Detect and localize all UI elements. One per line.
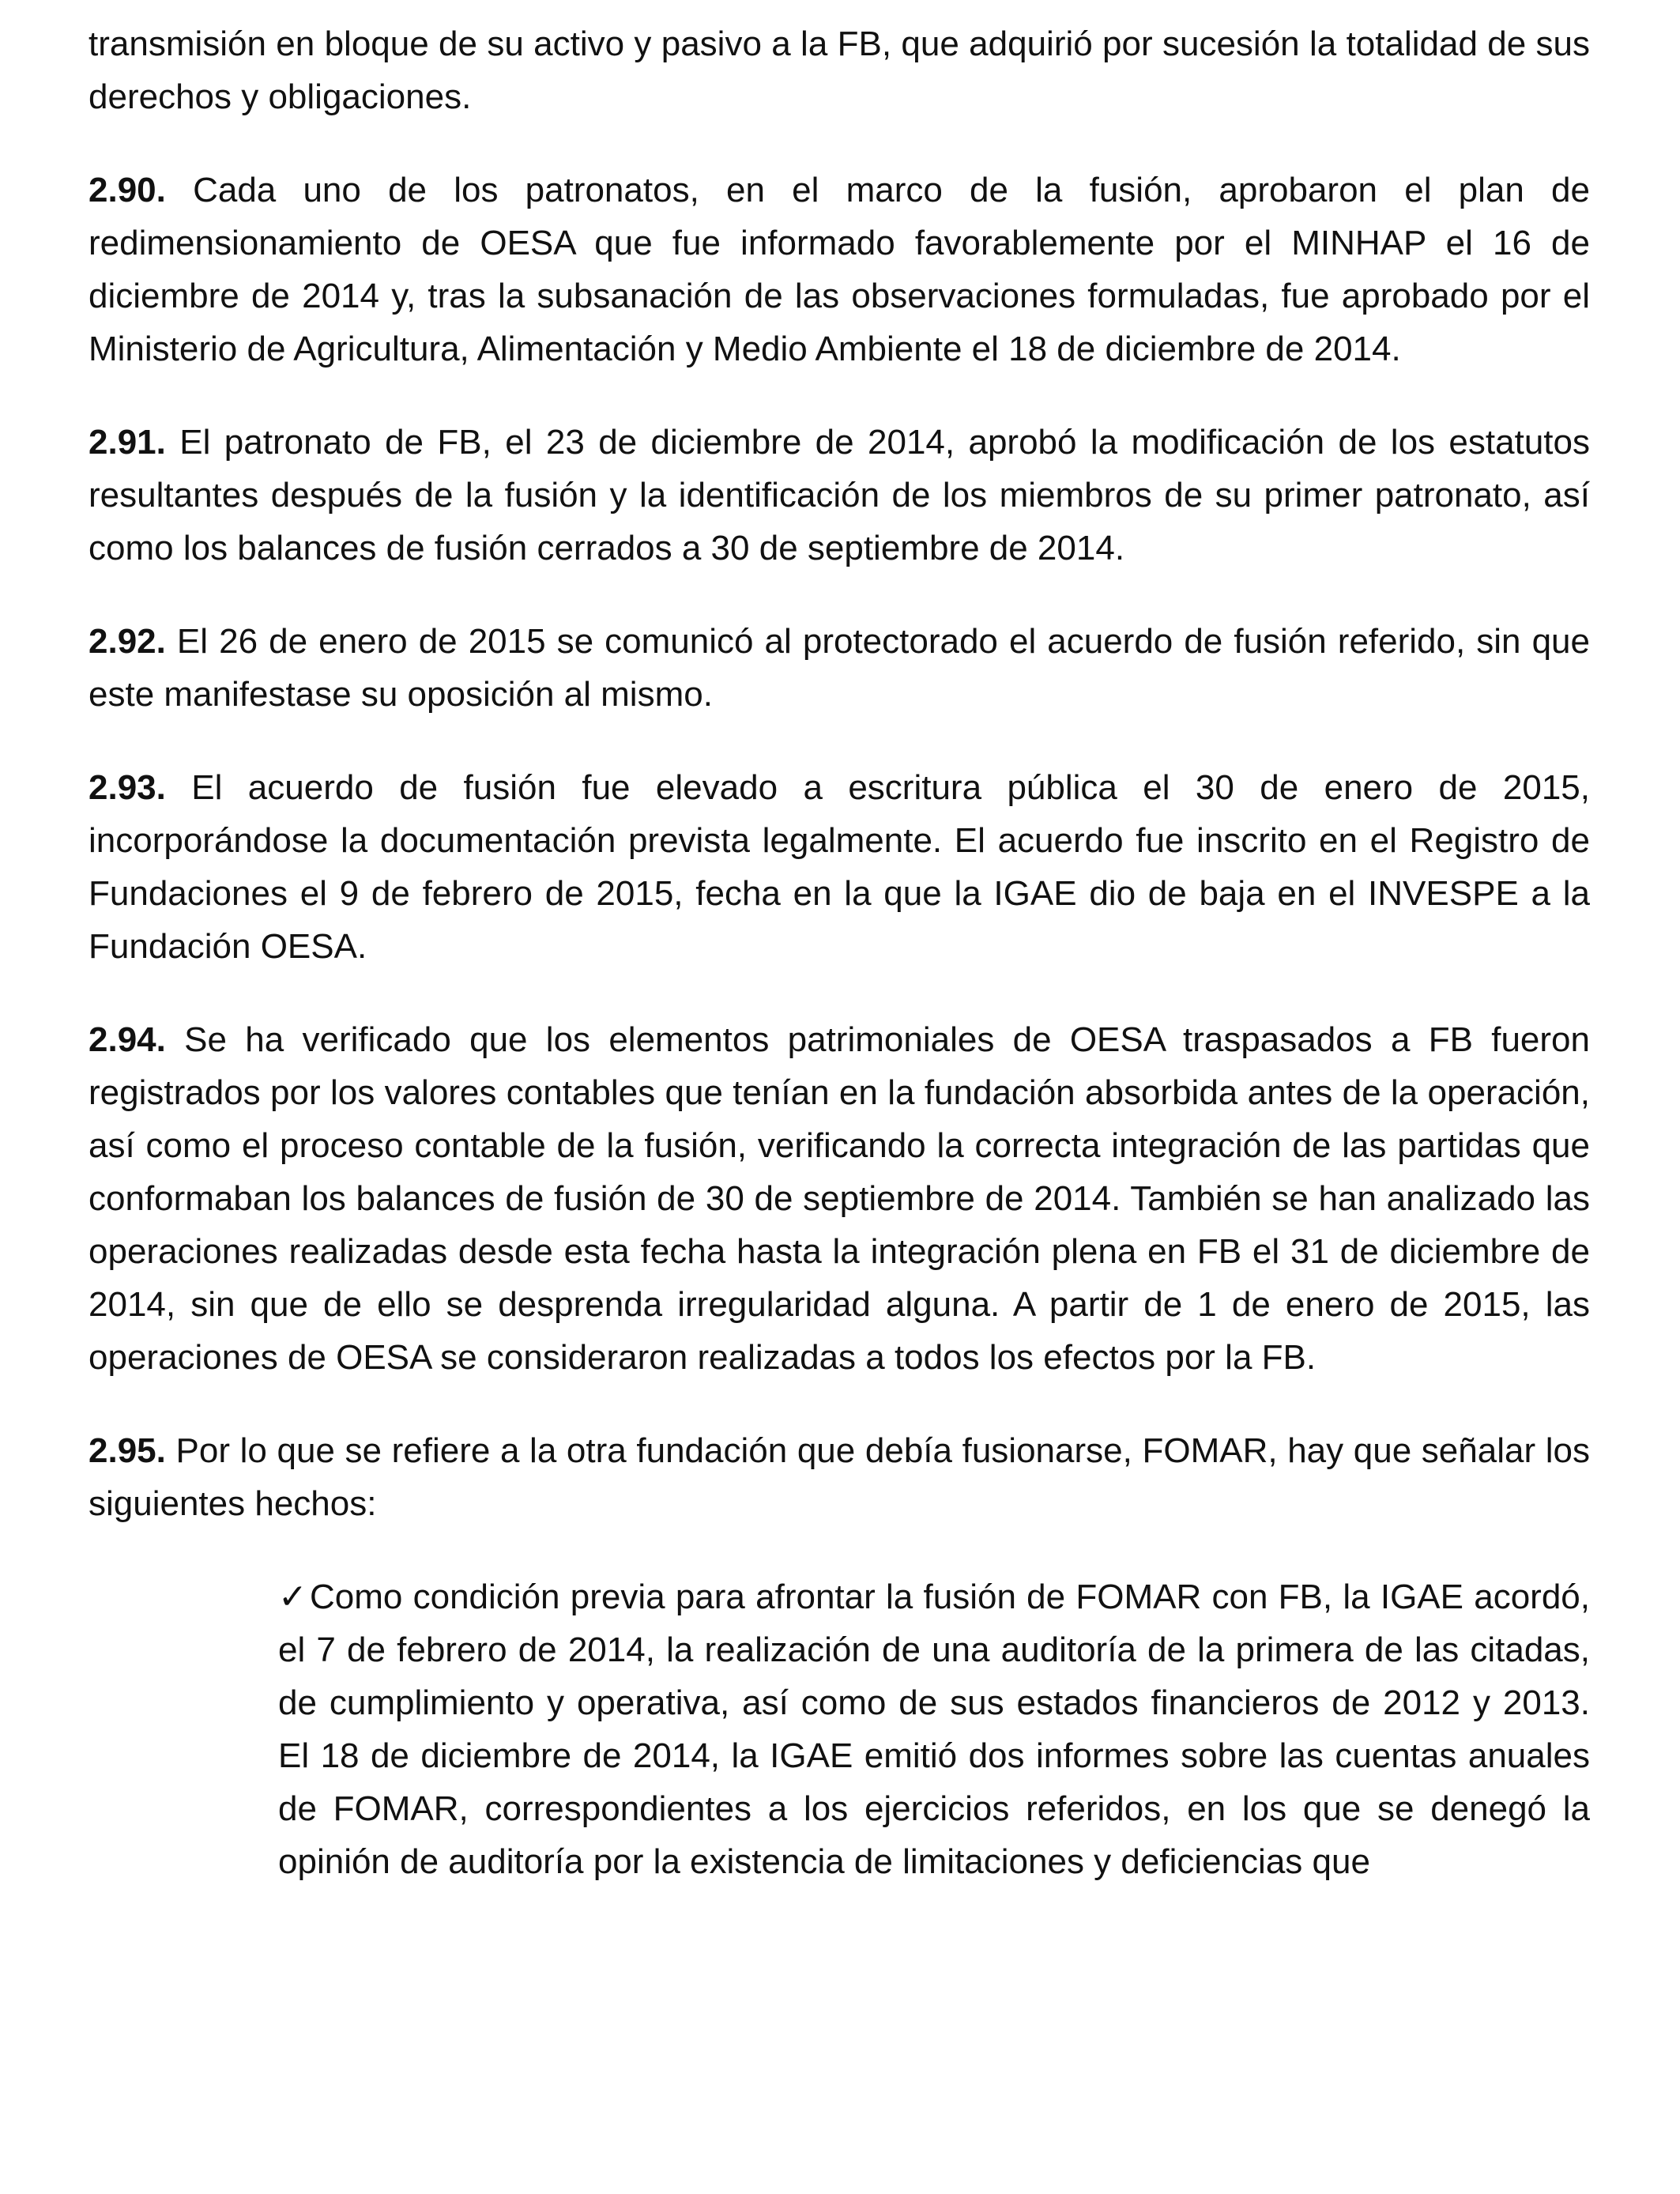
paragraph-text: Cada uno de los patronatos, en el marco de la fusión, aprobaron el plan de redimensionamiento de OESA que fue informado favorablemente por el MINHAP el 16 de diciembre de 2014 y, tras la subsanación de las observaciones formuladas, fue aprobado por el Ministerio de Agricultura, Alimentación y Medio Ambiente el 18 de diciembre de 2014. [89, 171, 1590, 368]
paragraph-number: 2.94. [89, 1020, 166, 1059]
paragraph-number: 2.93. [89, 768, 166, 807]
paragraph-continuation [89, 17, 1590, 123]
paragraph-2-95 [89, 1424, 1590, 1530]
bullet-text: Como condición previa para afrontar la fusión de FOMAR con FB, la IGAE acordó, el 7 de febrero de 2014, la realización de una auditoría de la primera de las citadas, de cumplimiento y operativa, así como de sus estados financieros de 2012 y 2013. El 18 de diciembre de 2014, la IGAE emitió dos informes sobre las cuentas anuales de FOMAR, correspondientes a los ejercicios referidos, en los que se denegó la opinión de auditoría por la existencia de limitaciones y deficiencias que [278, 1578, 1590, 1881]
paragraph-text: El 26 de enero de 2015 se comunicó al protectorado el acuerdo de fusión referido, sin que este manifestase su oposición al mismo. [89, 622, 1590, 714]
paragraph-2-91 [89, 416, 1590, 575]
paragraph-number: 2.92. [89, 622, 166, 661]
paragraph-text: transmisión en bloque de su activo y pasivo a la FB, que adquirió por sucesión la totalidad de sus derechos y obligaciones. [89, 25, 1590, 116]
paragraph-number: 2.91. [89, 423, 166, 462]
paragraph-number: 2.95. [89, 1431, 166, 1470]
paragraph-2-94 [89, 1013, 1590, 1384]
paragraph-2-90 [89, 164, 1590, 375]
paragraph-text: Se ha verificado que los elementos patrimoniales de OESA traspasados a FB fueron registrados por los valores contables que tenían en la fundación absorbida antes de la operación, así como el proceso contable de la fusión, verificando la correcta integración de las partidas que conformaban los balances de fusión de 30 de septiembre de 2014. También se han analizado las operaciones realizadas desde esta fecha hasta la integración plena en FB el 31 de diciembre de 2014, sin que de ello se desprenda irregularidad alguna. A partir de 1 de enero de 2015, las operaciones de OESA se consideraron realizadas a todos los efectos por la FB. [89, 1020, 1590, 1377]
paragraph-text: Por lo que se refiere a la otra fundación que debía fusionarse, FOMAR, hay que señalar los siguientes hechos: [89, 1431, 1590, 1523]
paragraph-text: El acuerdo de fusión fue elevado a escritura pública el 30 de enero de 2015, incorporándose la documentación prevista legalmente. El acuerdo fue inscrito en el Registro de Fundaciones el 9 de febrero de 2015, fecha en la que la IGAE dio de baja en el INVESPE a la Fundación OESA. [89, 768, 1590, 966]
document-page [89, 17, 1590, 1888]
paragraph-number: 2.90. [89, 171, 166, 209]
checkmark-icon: ✓ [278, 1578, 307, 1616]
paragraph-text: El patronato de FB, el 23 de diciembre de 2014, aprobó la modificación de los estatutos resultantes después de la fusión y la identificación de los miembros de su primer patronato, así como los balances de fusión cerrados a 30 de septiembre de 2014. [89, 423, 1590, 567]
bullet-item [278, 1570, 1590, 1888]
paragraph-2-93 [89, 761, 1590, 973]
paragraph-2-92 [89, 615, 1590, 721]
